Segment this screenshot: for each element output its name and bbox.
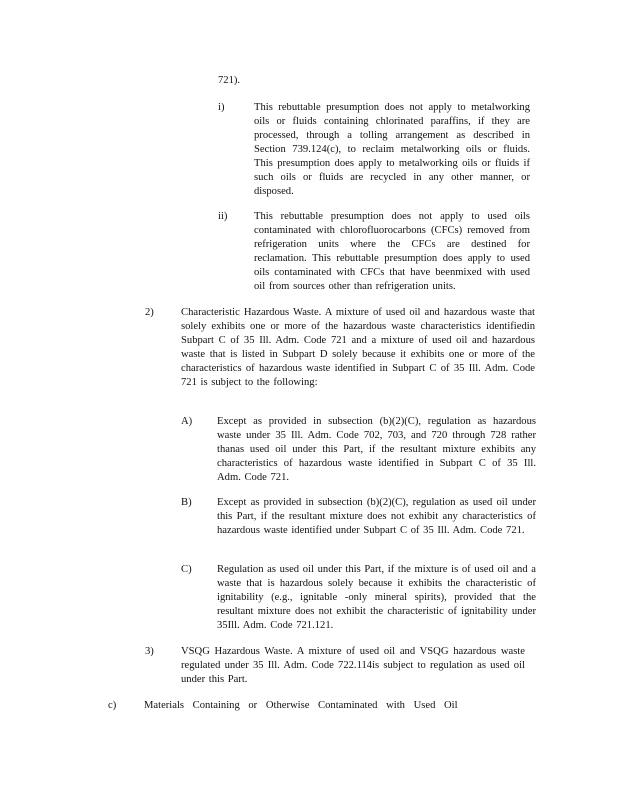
subsection-i-text: This rebuttable presumption does not apply to metalworking oils or fluids containing chlorinated paraffins, if they are processed, through a tolling arrangement as described in Section 739.124(c), to reclaim metalworking oils or fluids. This presumption does apply to metalworking oils or fluids if such oils or fluids are recycled in any other manner, or disposed.	[254, 102, 530, 197]
subsection-3-text: VSQG Hazardous Waste. A mixture of used oil and VSQG hazardous waste regulated under 35 Ill. Adm. Code 722.114is subject to regulation as used oil under this Part.	[181, 646, 525, 685]
subsection-C-label: C)	[181, 564, 192, 575]
subsection-ii-label: ii)	[218, 211, 228, 222]
subsection-B-label: B)	[181, 497, 192, 508]
subsection-B-text: Except as provided in subsection (b)(2)(C), regulation as used oil under this Part, if the resultant mixture does not exhibit any characteristics of hazardous waste identified under Subpart C of 35 Ill. Adm. Code 721.	[217, 497, 536, 536]
continuation-text: 721).	[218, 75, 241, 86]
subsection-A-label: A)	[181, 416, 193, 427]
subsection-c-heading: Materials Containing or Otherwise Contaminated with Used Oil	[144, 700, 458, 711]
subsection-3-label: 3)	[145, 646, 154, 657]
subsection-ii-text: This rebuttable presumption does not apply to used oils contaminated with chlorofluorocarbons (CFCs) removed from refrigeration units where the CFCs are destined for reclamation. This rebuttable presumption does apply to used oils contaminated with CFCs that have beenmixed with used oil from sources other than refrigeration units.	[254, 211, 530, 292]
subsection-c-label: c)	[108, 700, 117, 711]
continuation-line	[218, 74, 240, 88]
subsection-A-text: Except as provided in subsection (b)(2)(C), regulation as hazardous waste under 35 Ill. Adm. Code 702, 703, and 720 through 728 rather thanas used oil under this Part, if the resultant mixture exhibits any characteristics of hazardous waste identified in Subpart C of 35 Ill. Adm. Code 721.	[217, 416, 536, 483]
subsection-2-text: Characteristic Hazardous Waste. A mixture of used oil and hazardous waste that solely exhibits one or more of the hazardous waste characteristics identifiedin Subpart C of 35 Ill. Adm. Code 721 and a mixture of used oil and hazardous waste that is listed in Subpart D solely because it exhibits one or more of the characteristics of hazardous waste identified in Subpart C of 35 Ill. Adm. Code 721 is subject to the following:	[181, 307, 535, 388]
subsection-2-label: 2)	[145, 307, 154, 318]
subsection-i-label: i)	[218, 102, 225, 113]
subsection-C-text: Regulation as used oil under this Part, if the mixture is of used oil and a waste that is hazardous solely because it exhibits the characteristic of ignitability (e.g., ignitable -only mineral spirits), provided that the resultant mixture does not exhibit the characteristic of ignitability under 35Ill. Adm. Code 721.121.	[217, 564, 536, 631]
